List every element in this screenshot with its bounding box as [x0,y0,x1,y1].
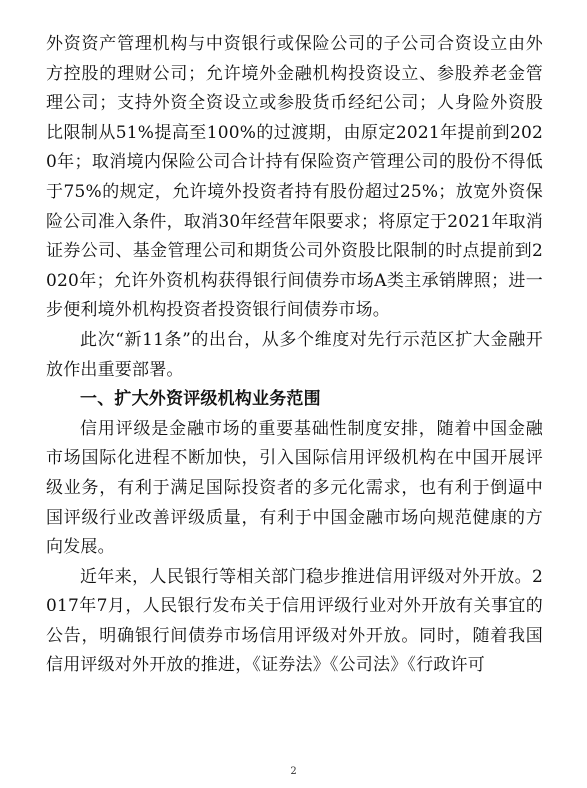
continued-paragraph: 外资资产管理机构与中资银行或保险公司的子公司合资设立由外方控股的理财公司；允许境外金融机构投资设立、参股养老金管理公司；支持外资全资设立或参股货币经纪公司；人身险外资股比限制从51%提高至100%的过渡期，由原定2021年提前到2020年；取消境内保险公司合计持有保险资产管理公司的股份不得低于75%的规定，允许境外投资者持有股份超过25%；放宽外资保险公司准入条件，取消30年经营年限要求；将原定于2021年取消证券公司、基金管理公司和期货公司外资股比限制的时点提前到2020年；允许外资机构获得银行间债券市场A类主承销牌照；进一步便利境外机构投资者投资银行间债券市场。 [46,34,543,321]
summary-paragraph: 此次“新11条”的出台，从多个维度对先行示范区扩大金融开放作出重要部署。 [46,329,543,380]
document-body [46,30,543,681]
section-paragraph: 信用评级是金融市场的重要基础性制度安排，随着中国金融市场国际化进程不断加快，引入国际信用评级机构在中国开展评级业务，有利于满足国际投资者的多元化需求，也有利于倒逼中国评级行业改善评级质量，有利于中国金融市场向规范健康的方向发展。 [46,418,543,558]
section-paragraph: 近年来，人民银行等相关部门稳步推进信用评级对外开放。2017年7月，人民银行发布关于信用评级行业对外开放有关事宜的公告，明确银行间债券市场信用评级对外开放。同时，随着我国信用评级对外开放的推进，《证券法》《公司法》《行政许可 [46,566,543,676]
section-heading: 一、扩大外资评级机构业务范围 [80,389,321,410]
page-number: 2 [290,766,297,777]
